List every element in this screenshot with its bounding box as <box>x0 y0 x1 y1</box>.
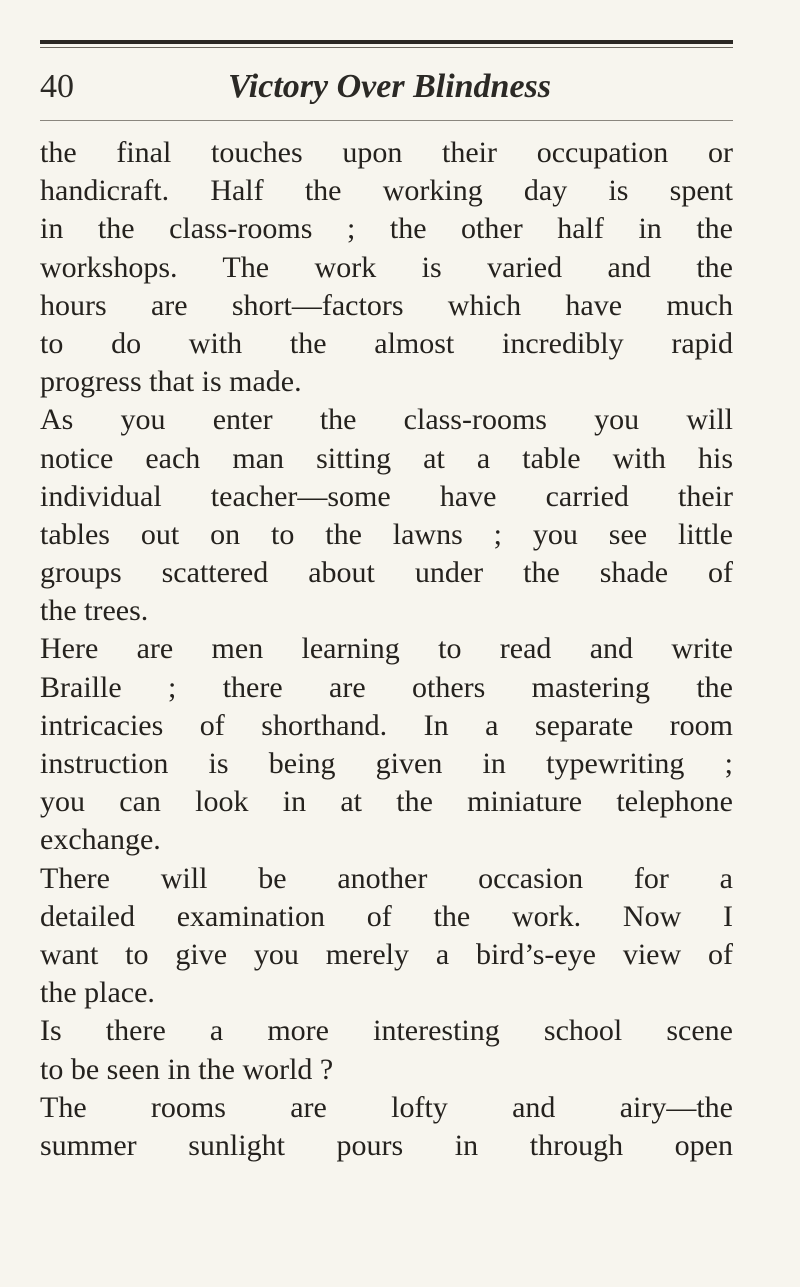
text-line: groups scattered about under the shade of <box>40 556 733 590</box>
top-rule <box>40 40 733 44</box>
text-line: detailed examination of the work. Now I <box>40 899 733 933</box>
text-line: the final touches upon their occupation or <box>40 136 733 169</box>
text-line: There will be another occasion for a <box>40 861 733 895</box>
text-line: Braille ; there are others mastering the <box>40 670 733 704</box>
text-line: want to give you merely a bird’s-eye view of <box>40 937 733 971</box>
text-line: you can look in at the miniature telephone <box>40 785 733 819</box>
text-line: summer sunlight pours in through open <box>40 1128 733 1162</box>
text-line: Is there a more interesting school scene <box>40 1014 733 1048</box>
text-line: hours are short—factors which have much <box>40 288 733 322</box>
text-line: tables out on to the lawns ; you see little <box>40 517 733 551</box>
text-line: As you enter the class-rooms you will <box>40 403 733 437</box>
text-line: workshops. The work is varied and the <box>40 250 733 284</box>
text-line: The rooms are lofty and airy—the <box>40 1090 733 1124</box>
text-line: in the class-rooms ; the other half in the <box>40 212 733 246</box>
text-line: individual teacher—some have carried their <box>40 479 733 513</box>
text-line: progress that is made. <box>40 365 302 399</box>
text-line: instruction is being given in typewriting ; <box>40 747 733 780</box>
text-line: exchange. <box>40 823 161 857</box>
body-text <box>40 134 733 1165</box>
text-line: intricacies of shorthand. In a separate room <box>40 708 733 742</box>
page-number: 40 <box>40 68 74 105</box>
header-rule <box>40 120 733 121</box>
text-line: Here are men learning to read and write <box>40 632 733 666</box>
text-line: the place. <box>40 976 155 1010</box>
text-line: notice each man sitting at a table with his <box>40 441 733 475</box>
text-line: to be seen in the world ? <box>40 1052 334 1086</box>
text-line: the trees. <box>40 594 149 628</box>
text-line: handicraft. Half the working day is spent <box>40 174 733 208</box>
text-line: to do with the almost incredibly rapid <box>40 326 733 360</box>
page-header <box>40 62 733 116</box>
running-title: Victory Over Blindness <box>228 68 552 105</box>
top-rule-thin <box>40 47 733 48</box>
